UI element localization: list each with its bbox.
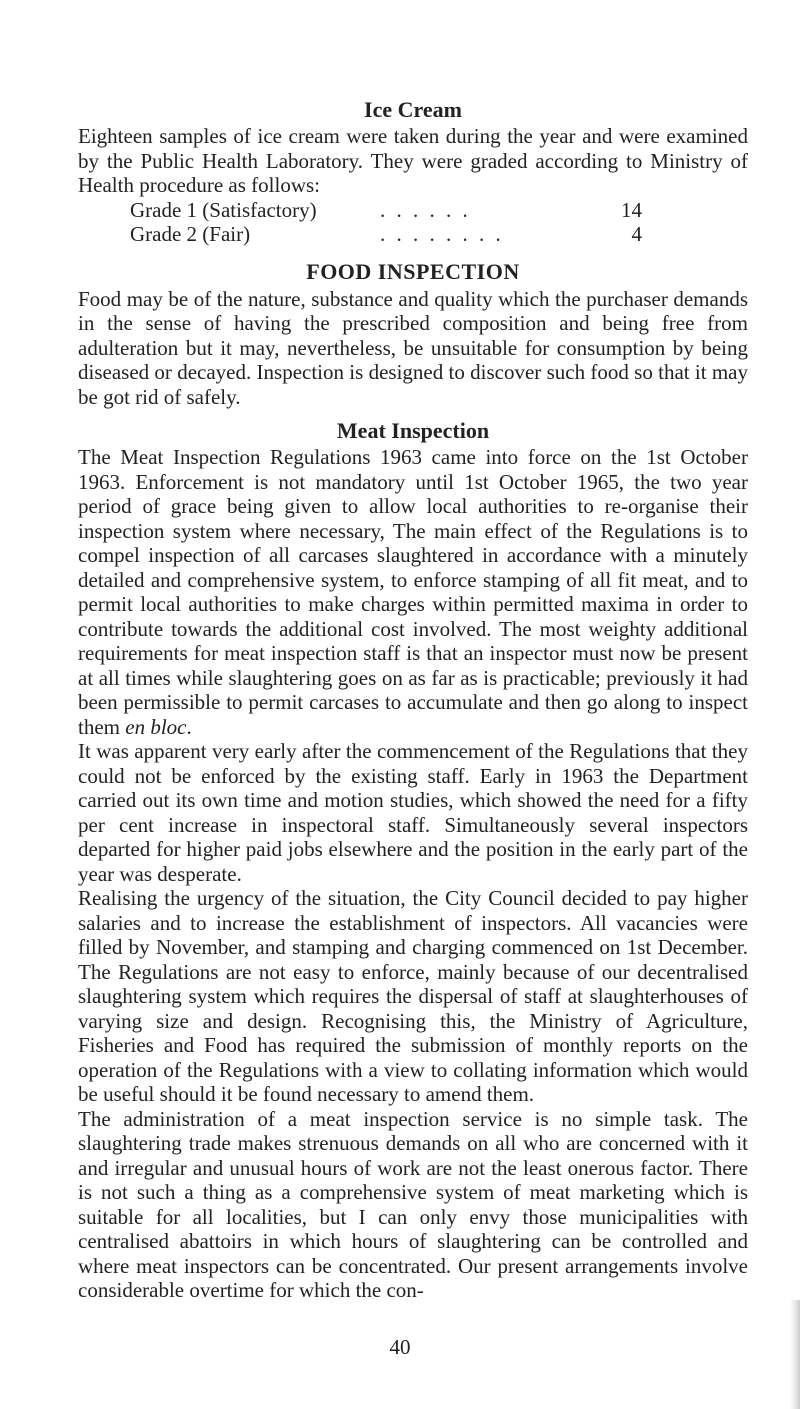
meat-inspection-paragraph-1 (78, 445, 748, 739)
grade-row (130, 198, 642, 223)
italic-term: en bloc (125, 714, 187, 739)
food-inspection-paragraph: Food may be of the nature, substance and quality which the purchaser demands in the sense of having the prescribed composition and being free from adulteration but it may, nevertheless, be unsuitable for consumption by being diseased or decayed. Inspection is designed to discover such food so that it may be got rid of safely. (78, 286, 748, 409)
meat-inspection-paragraph-2: It was apparent very early after the commencement of the Regulations that they could not be enforced by the existing staff. Early in 1963 the Department carried out its own time and motion studies, which showed the need for a fifty per cent increase in inspectoral staff. Simultaneously several inspectors departed for higher paid jobs elsewhere and the position in the early part of the year was desperate. (78, 739, 748, 886)
leader-dots: . . . . . . (380, 197, 471, 222)
ice-cream-paragraph: Eighteen samples of ice cream were taken during the year and were examined by the Public Health Laboratory. They were graded according to Ministry of Health procedure as follows: (78, 124, 748, 197)
meat-inspection-paragraph-4: The administration of a meat inspection service is no simple task. The slaughtering trade makes strenuous demands on all who are concerned with it and irregular and unusual hours of work are not the least onerous factor. There is not such a thing as a comprehensive system of meat marketing which is suitable for all localities, but I can only envy those municipalities with centralised abattoirs in which hours of slaughtering can be controlled and where meat inspectors can be concentrated. Our present arrangements involve considerable overtime for which the con- (78, 1106, 748, 1302)
leader-dots: . . . . . . . . (380, 222, 504, 246)
meat-inspection-paragraph-3: Realising the urgency of the situation, the City Council decided to pay higher salaries and to increase the establishment of inspectors. All vacancies were filled by November, and stamping and charging commenced on 1st December. The Regulations are not easy to enforce, mainly because of our decentralised slaughtering system which requires the dispersal of staff at slaughterhouses of varying size and design. Recognising this, the Ministry of Agriculture, Fisheries and Food has required the submission of monthly reports on the operation of the Regulations with a view to collating information which would be useful should it be found necessary to amend them. (78, 886, 748, 1106)
page-content (78, 96, 748, 1303)
grade-label: Grade 1 (Satisfactory) (130, 197, 317, 222)
grade-value: 4 (631, 222, 642, 246)
grade-value: 14 (621, 197, 642, 222)
page-edge-shadow (790, 1300, 800, 1409)
meat-inspection-heading: Meat Inspection (336, 418, 490, 443)
grade-label: Grade 2 (Fair) (130, 222, 251, 246)
food-inspection-heading: FOOD INSPECTION (306, 258, 520, 284)
grade-table (130, 198, 748, 247)
page-number: 40 (389, 1335, 411, 1359)
paragraph-end: . (186, 714, 192, 739)
ice-cream-heading: Ice Cream (364, 97, 462, 122)
paragraph-text: The Meat Inspection Regulations 1963 came into force on the 1st October 1963. Enforcement is not mandatory until 1st October 1965, the two year period of grace being given to allow local authorities to re-organise their inspection system where necessary, The main effect of the Regulations is to compel inspection of all carcases slaughtered in accordance with a minutely detailed and comprehensive system, to enforce stamping of all fit meat, and to permit local authorities to make charges within permitted maxima in order to contribute towards the additional cost involved. The most weighty additional requirements for meat inspection staff is that an inspector must now be present at all times while slaughtering goes on as far as is practicable; previously it had been permissible to permit carcases to accumulate and then go along to inspect them (78, 445, 748, 739)
grade-row (130, 222, 642, 247)
